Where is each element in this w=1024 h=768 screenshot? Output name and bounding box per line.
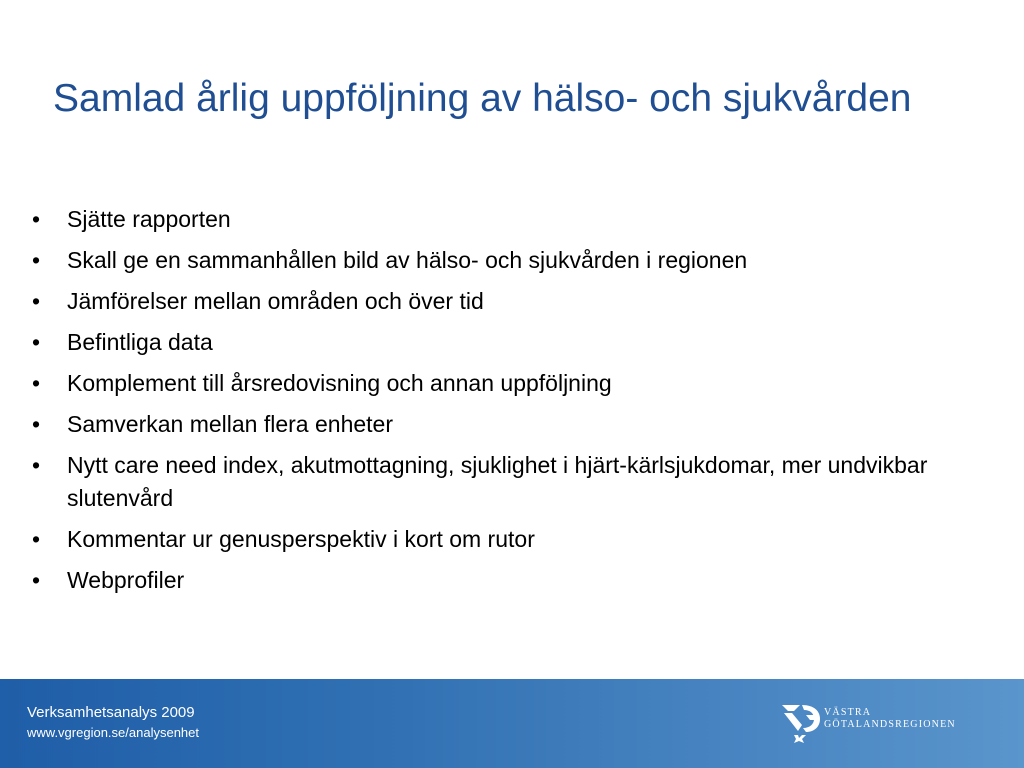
slide-title: Samlad årlig uppföljning av hälso- och sjukvården: [53, 77, 912, 120]
bullet-item: [30, 408, 990, 441]
bullet-text: Komplement till årsredovisning och annan uppföljning: [67, 370, 612, 396]
bullet-dot: •: [32, 526, 41, 552]
bullet-text: Sjätte rapporten: [67, 206, 231, 232]
bullet-item: [30, 449, 990, 515]
bullet-item: [30, 203, 990, 236]
organization-logo: [780, 701, 980, 745]
bullet-dot: •: [32, 452, 41, 478]
bullet-dot: •: [32, 288, 41, 314]
bullet-text: Samverkan mellan flera enheter: [67, 411, 393, 437]
logo-text-line2: GÖTALANDSREGIONEN: [824, 719, 956, 730]
bullet-item: [30, 326, 990, 359]
bullet-text: Webprofiler: [67, 567, 185, 593]
bullet-dot: •: [32, 370, 41, 396]
bullet-dot: •: [32, 206, 41, 232]
bullet-text: Kommentar ur genusperspektiv i kort om rutor: [67, 526, 535, 552]
bullet-dot: •: [32, 567, 41, 593]
bullet-dot: •: [32, 247, 41, 273]
bullet-item: [30, 285, 990, 318]
bullet-dot: •: [32, 411, 41, 437]
bullet-text: Skall ge en sammanhållen bild av hälso- och sjukvården i regionen: [67, 247, 748, 273]
bullet-item: [30, 564, 990, 597]
bullet-text: Jämförelser mellan områden och över tid: [67, 288, 484, 314]
bullet-text: Befintliga data: [67, 329, 213, 355]
bullet-item: [30, 367, 990, 400]
logo-text: [824, 707, 956, 731]
bullet-dot: •: [32, 329, 41, 355]
vastra-gotalandsregionen-logo-icon: [780, 701, 822, 745]
bullet-item: [30, 523, 990, 556]
bullet-item: [30, 244, 990, 277]
logo-text-line1: VÄSTRA: [824, 707, 872, 718]
footer-title: Verksamhetsanalys 2009: [27, 704, 195, 721]
footer-url: www.vgregion.se/analysenhet: [27, 725, 199, 740]
bullet-list: [30, 203, 990, 605]
bullet-text: Nytt care need index, akutmottagning, sjuklighet i hjärt-kärlsjukdomar, mer undvikbar slutenvård: [67, 452, 928, 511]
footer-band: [0, 679, 1024, 768]
